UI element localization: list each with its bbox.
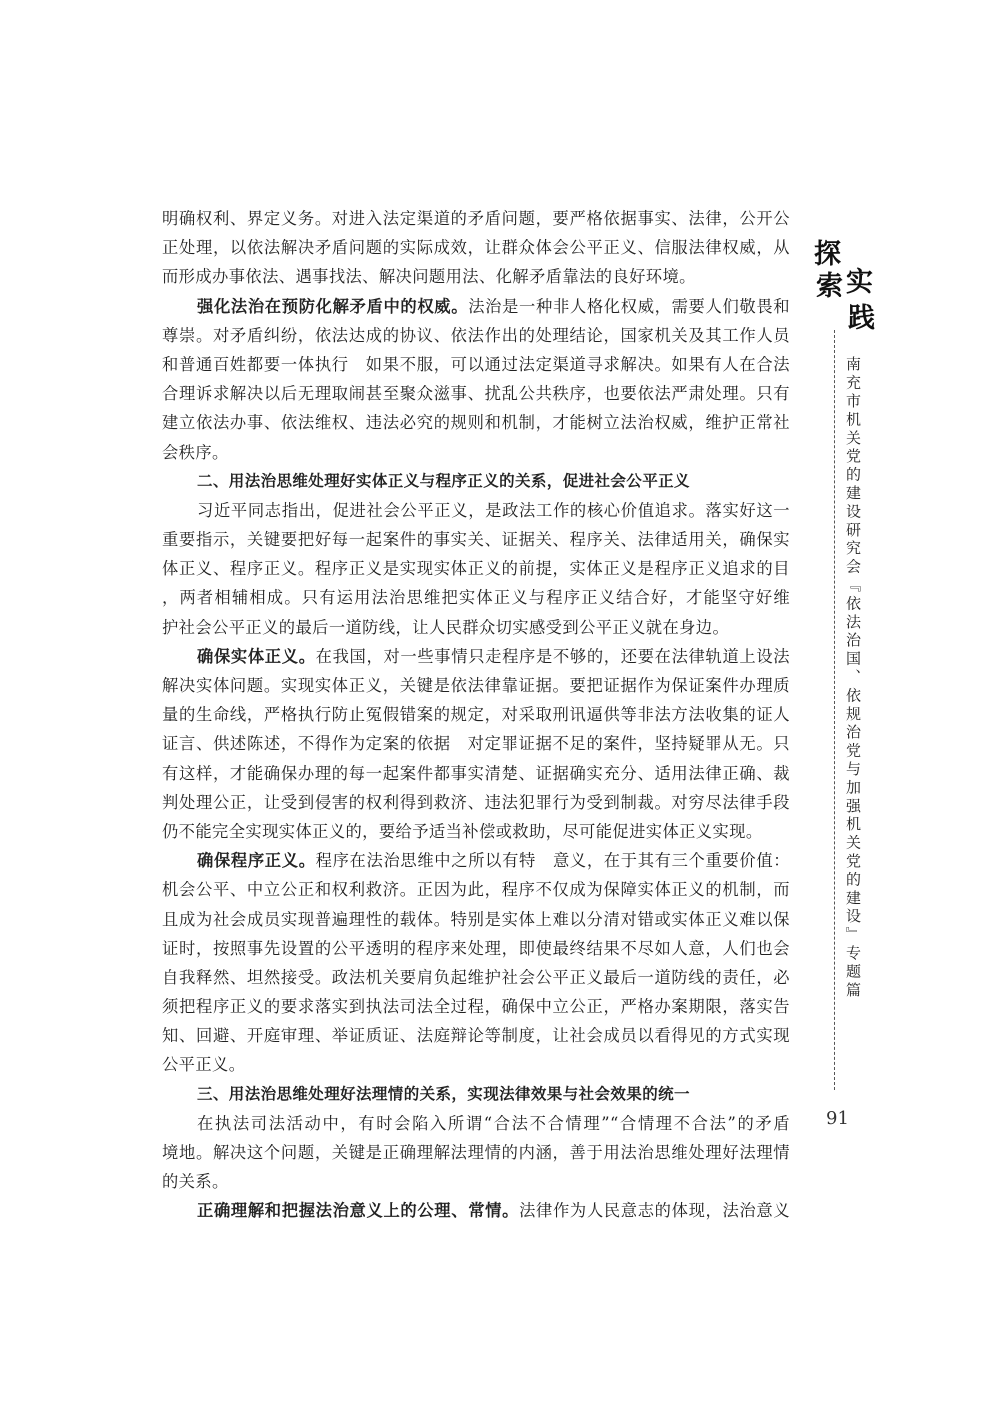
text-line: [162, 1021, 790, 1050]
side-calligraphy-char-4: 践: [848, 303, 875, 334]
line-text: 尊崇。对矛盾纠纷，依法达成的协议、依法作出的处理结论，国家机关及其工作人员: [162, 325, 790, 345]
paragraph-lead: 正确理解和把握法治意义上的公理、常情。: [197, 1201, 520, 1221]
text-line: [162, 379, 790, 408]
line-text: 法治是一种非人格化权威，需要人们敬畏和: [468, 296, 790, 316]
text-line: [162, 350, 790, 379]
text-line: [162, 846, 790, 875]
line-text: 证言、供述陈述，不得作为定案的依据 对定罪证据不足的案件，坚持疑罪从无。只: [162, 734, 790, 754]
line-text: 在我国，对一些事情只走程序是不够的，还要在法律轨道上设法: [315, 646, 790, 666]
line-text: 法律作为人民意志的体现，法治意义: [519, 1201, 790, 1221]
line-text: 正处理，以依法解决矛盾问题的实际成效，让群众体会公平正义、信服法律权威，从: [162, 238, 790, 258]
line-text: 的关系。: [162, 1172, 229, 1192]
text-line: [162, 1109, 790, 1138]
text-line: [162, 934, 790, 963]
line-text: 且成为社会成员实现普遍理性的载体。特别是实体上难以分清对错或实体正义难以保: [162, 909, 790, 929]
text-line: [162, 438, 790, 467]
section-heading: 二、用法治思维处理好实体正义与程序正义的关系，促进社会公平正义: [197, 471, 690, 490]
text-line: [162, 905, 790, 934]
side-calligraphy-char-3: 实: [846, 267, 873, 298]
body-text: [162, 204, 790, 1226]
line-text: 公平正义。: [162, 1055, 246, 1075]
text-line: [162, 992, 790, 1021]
line-text: 明确权利、界定义务。对进入法定渠道的矛盾问题，要严格依据事实、法律，公开公: [162, 209, 790, 228]
text-line: [162, 233, 790, 262]
paragraph-lead: 强化法治在预防化解矛盾中的权威。: [197, 296, 469, 316]
side-divider: [834, 330, 835, 1090]
line-text: 须把程序正义的要求落实到执法司法全过程，确保中立公正，严格办案期限，落实告: [162, 997, 790, 1017]
text-line: [162, 292, 790, 321]
text-line: [162, 583, 790, 612]
line-text: 判处理公正，让受到侵害的权利得到救济、违法犯罪行为受到制裁。对穷尽法律手段: [162, 792, 790, 812]
line-text: 证时，按照事先设置的公平透明的程序来处理，即使最终结果不尽如人意，人们也会: [162, 938, 790, 958]
paragraph-lead: 确保程序正义。: [197, 851, 316, 871]
vertical-section-title: 南充市机关党的建设研究会『依法治国、依规治党与加强机关党的建设』专题篇: [844, 356, 862, 1000]
line-text: 知、回避、开庭审理、举证质证、法庭辩论等制度，让社会成员以看得见的方式实现: [162, 1026, 790, 1046]
line-text: 护社会公平正义的最后一道防线，让人民群众切实感受到公平正义就在身边。: [162, 617, 730, 637]
text-line: [162, 204, 790, 233]
text-line: [162, 759, 790, 788]
text-line: [162, 1050, 790, 1079]
text-line: [162, 613, 790, 642]
section-heading: 三、用法治思维处理好法理情的关系，实现法律效果与社会效果的统一: [197, 1084, 690, 1103]
line-text: ，两者相辅相成。只有运用法治思维把实体正义与程序正义结合好，才能坚守好维: [162, 588, 790, 608]
line-text: 量的生命线，严格执行防止冤假错案的规定，对采取刑讯逼供等非法方法收集的证人: [162, 705, 790, 725]
side-calligraphy-char-2: 索: [816, 271, 843, 302]
text-line: [162, 963, 790, 992]
text-line: [162, 1138, 790, 1167]
side-calligraphy-char-1: 探: [814, 239, 841, 270]
line-text: 合理诉求解决以后无理取闹甚至聚众滋事、扰乱公共秩序，也要依法严肃处理。只有: [162, 384, 790, 404]
text-line: [162, 729, 790, 758]
text-line: [162, 321, 790, 350]
line-text: 自我释然、坦然接受。政法机关要肩负起维护社会公平正义最后一道防线的责任，必: [162, 967, 790, 987]
text-line: [162, 642, 790, 671]
paragraph-lead: 确保实体正义。: [197, 646, 316, 666]
line-text: 在执法司法活动中，有时会陷入所谓“合法不合情理”“合情理不合法”的矛盾: [197, 1113, 790, 1133]
line-text: 有这样，才能确保办理的每一起案件都事实清楚、证据确实充分、适用法律正确、裁: [162, 763, 790, 783]
text-line: [162, 1196, 790, 1225]
line-text: 机会公平、中立公正和权利救济。正因为此，程序不仅成为保障实体正义的机制，而: [162, 880, 790, 900]
text-line: [162, 408, 790, 437]
line-text: 和普通百姓都要一体执行 如果不服，可以通过法定渠道寻求解决。如果有人在合法: [162, 354, 790, 374]
text-line: [162, 671, 790, 700]
text-line: [162, 554, 790, 583]
line-text: 程序在法治思维中之所以有特 意义，在于其有三个重要价值：: [315, 851, 790, 871]
line-text: 境地。解决这个问题，关键是正确理解法理情的内涵，善于用法治思维处理好法理情: [162, 1143, 790, 1162]
text-line: [162, 875, 790, 904]
line-text: 重要指示，关键要把好每一起案件的事实关、证据关、程序关、法律适用关，确保实: [162, 530, 790, 550]
text-line: [162, 817, 790, 846]
line-text: 会秩序。: [162, 442, 229, 462]
text-line: [162, 788, 790, 817]
line-text: 而形成办事依法、遇事找法、解决问题用法、化解矛盾靠法的良好环境。: [162, 267, 696, 287]
text-line: [162, 525, 790, 554]
page-number: 91: [826, 1108, 849, 1129]
text-line: [162, 496, 790, 525]
line-text: 建立依法办事、依法维权、违法必究的规则和机制，才能树立法治权威，维护正常社: [162, 413, 790, 433]
line-text: 仍不能完全实现实体正义的，要给予适当补偿或救助，尽可能促进实体正义实现。: [162, 821, 763, 841]
text-line: [162, 262, 790, 291]
text-line: [162, 1167, 790, 1196]
line-text: 习近平同志指出，促进社会公平正义，是政法工作的核心价值追求。落实好这一: [197, 500, 790, 520]
line-text: 解决实体问题。实现实体正义，关键是依法律靠证据。要把证据作为保证案件办理质: [162, 676, 790, 695]
text-line: [162, 700, 790, 729]
line-text: 体正义、程序正义。程序正义是实现实体正义的前提，实体正义是程序正义追求的目: [162, 559, 790, 579]
